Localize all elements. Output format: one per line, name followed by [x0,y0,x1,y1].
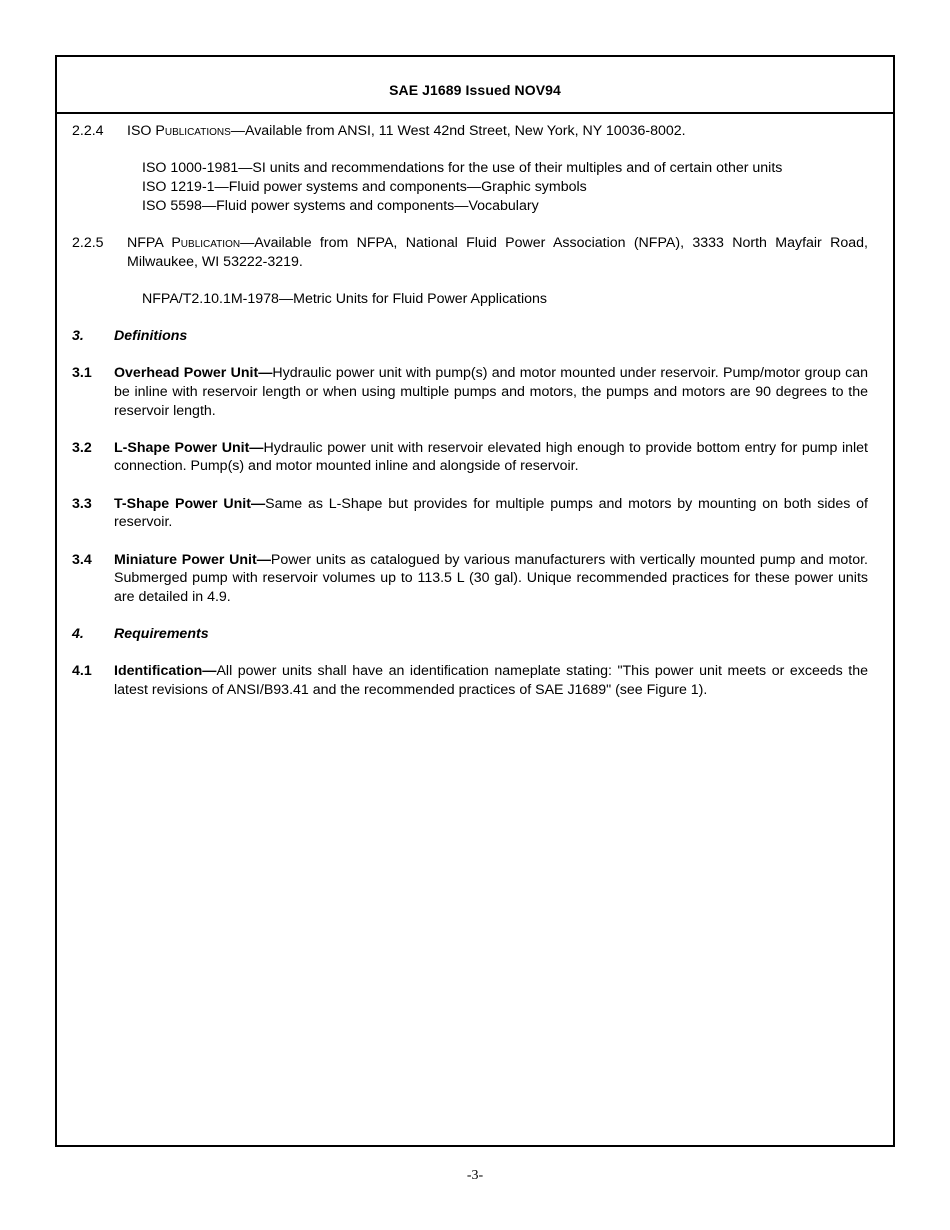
section-3-4 [72,551,868,607]
definition-term: Identification— [114,663,217,680]
section-text [114,364,868,420]
reference-item: ISO 5598—Fluid power systems and components—Vocabulary [142,197,539,214]
section-text [114,439,868,476]
page-number: -3- [466,1168,484,1183]
section-description: —Available from ANSI, 11 West 42nd Street, New York, NY 10036-8002. [230,123,686,139]
section-3-3 [72,495,868,532]
section-4-1 [72,662,868,699]
section-number: 4. [72,626,84,643]
section-number: 2.2.4 [72,123,104,139]
reference-item: ISO 1219-1—Fluid power systems and components—Graphic symbols [142,178,587,195]
document-body [72,114,868,700]
definition-text: All power units shall have an identification nameplate stating: "This power unit meets or exceeds the latest revisions of ANSI/B93.41 and the recommended practices of SAE J1689" (see Figure 1). [114,663,868,699]
section-text [114,662,868,699]
section-number: 3. [72,327,84,344]
document-header [57,57,893,114]
section-number: 4.1 [72,663,92,680]
section-text [127,122,868,141]
section-number: 3.4 [72,551,92,568]
iso-reference-list [72,159,868,215]
section-number: 2.2.5 [72,234,104,251]
reference-item: NFPA/T2.10.1M-1978—Metric Units for Fluid Power Applications [142,290,548,307]
section-heading: Requirements [114,626,209,643]
section-label: ISO Publications [127,123,231,139]
section-text [114,495,868,532]
definition-text: Hydraulic power unit with pump(s) and motor mounted under reservoir. Pump/motor group can be inline with reservoir length or when using multiple pumps and motors, the pumps and motors are 90 degrees to the reservoir length. [114,365,869,419]
section-2-2-5 [72,234,868,271]
definition-term: L-Shape Power Unit— [114,439,264,456]
section-text [127,234,868,271]
section-2-2-4 [72,122,868,141]
section-3-heading [72,327,868,346]
section-description: —Available from NFPA, National Fluid Power Association (NFPA), 3333 North Mayfair Road, Milwaukee, WI 53222-3219. [127,234,868,270]
section-4-heading [72,625,868,644]
page-frame [55,55,895,1147]
section-number: 3.2 [72,439,92,456]
section-label: NFPA Publication [127,234,241,251]
definition-text: Hydraulic power unit with reservoir elevated high enough to provide bottom entry for pump inlet connection. Pump(s) and motor mounted inline and alongside of reservoir. [114,439,868,475]
definition-term: Overhead Power Unit— [114,365,273,382]
section-number: 3.3 [72,495,92,512]
definition-term: T-Shape Power Unit— [114,495,266,512]
definition-text: Same as L-Shape but provides for multiple pumps and motors by mounting on both sides of reservoir. [114,495,868,531]
section-text [114,551,868,607]
definition-term: Miniature Power Unit— [114,551,271,568]
reference-item: ISO 1000-1981—SI units and recommendations for the use of their multiples and of certain other units [142,160,783,177]
section-3-1 [72,364,868,420]
document-title: SAE J1689 Issued NOV94 [389,82,561,98]
definition-text: Power units as catalogued by various manufacturers with vertically mounted pump and motor. Submerged pump with reservoir volumes up to 113.5 L (30 gal). Unique recommended practices for these power units are detailed in 4.9. [114,551,868,605]
nfpa-reference-list [72,290,868,309]
section-3-2 [72,439,868,476]
section-number: 3.1 [72,365,92,382]
section-heading: Definitions [114,327,188,344]
